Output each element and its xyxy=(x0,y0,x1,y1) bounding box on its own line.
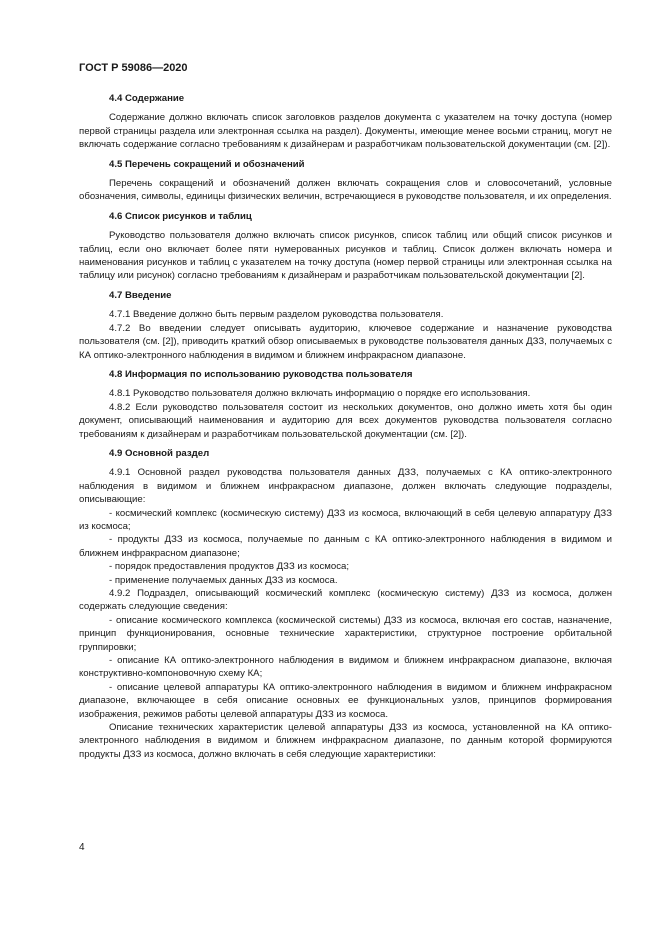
list-item: - описание КА оптико-электронного наблюдения в видимом и ближнем инфракрасном диапазоне, включая конструктивно-компоновочную схему КА; xyxy=(79,655,612,680)
section-4-4 xyxy=(79,92,612,152)
section-heading: 4.7 Введение xyxy=(109,289,172,301)
section-4-6 xyxy=(79,210,612,283)
list-item: - порядок предоставления продуктов ДЗЗ из космоса; xyxy=(109,561,350,573)
section-heading: 4.9 Основной раздел xyxy=(109,447,210,459)
section-4-9 xyxy=(79,447,612,761)
section-4-7 xyxy=(79,289,612,362)
paragraph: 4.8.2 Если руководство пользователя состоит из нескольких документов, оно должно иметь хотя бы один документ, описывающий наименования и аудиторию для всех документов руководства пользователя согласно требованиям к дизайнерам и разработчикам пользовательской документации (см. [2]). xyxy=(79,401,612,440)
section-heading: 4.8 Информация по использованию руководства пользователя xyxy=(109,368,413,380)
paragraph: 4.9.2 Подраздел, описывающий космический комплекс (космическую систему) ДЗЗ из космоса, должен содержать следующие сведения: xyxy=(79,588,612,613)
list-item: - продукты ДЗЗ из космоса, получаемые по данным с КА оптико-электронного наблюдения в видимом и ближнем инфракрасном диапазоне; xyxy=(79,534,612,559)
paragraph: 4.7.2 Во введении следует описывать аудиторию, ключевое содержание и назначение руководства пользователя (см. [2]), приводить краткий обзор описываемых в руководстве пользователя данных ДЗЗ, получаемых с КА оптико-электронного наблюдения в видимом и ближнем инфракрасном диапазоне. xyxy=(79,322,612,361)
paragraph: Содержание должно включать список заголовков разделов документа с указателем на точку доступа (номер первой страницы раздела или электронная ссылка на раздел). Документы, имеющие менее восьми страниц, могут не включать содержание согласно требованиям к дизайнерам и разработчикам пользовательской документации (см. [2]). xyxy=(79,112,612,151)
paragraph: Руководство пользователя должно включать список рисунков, список таблиц или общий список рисунков и таблиц, если оно включает более пяти нумерованных рисунков и таблиц. Список должен включать номера и наименования рисунков и таблиц с указателем на точку доступа (номер первой страницы или электронная ссылка на таблицу или рисунок) согласно требованиям к дизайнерам и разработчикам пользовательской документации [2]. xyxy=(79,230,612,282)
paragraph: 4.9.1 Основной раздел руководства пользователя данных ДЗЗ, получаемых с КА оптико-электронного наблюдения в видимом и ближнем инфракрасном диапазоне, должен включать следующие подразделы, описывающие: xyxy=(79,467,612,506)
document-code: ГОСТ Р 59086—2020 xyxy=(79,62,188,74)
paragraph: Описание технических характеристик целевой аппаратуры ДЗЗ из космоса, установленной на КА оптико-электронного наблюдения в видимом и ближнем инфракрасном диапазоне, по данным которой формируются продукты ДЗЗ из космоса, должно включать в себя следующие характеристики: xyxy=(79,722,612,760)
list-item: - космический комплекс (космическую систему) ДЗЗ из космоса, включающий в себя целевую аппаратуру ДЗЗ из космоса; xyxy=(79,507,612,532)
section-heading: 4.4 Содержание xyxy=(109,93,185,104)
section-4-8 xyxy=(79,368,612,441)
paragraph: 4.7.1 Введение должно быть первым разделом руководства пользователя. xyxy=(109,309,444,321)
paragraph: 4.8.1 Руководство пользователя должно включать информацию о порядке его использования. xyxy=(109,388,531,400)
document-body xyxy=(79,92,612,767)
section-heading: 4.6 Список рисунков и таблиц xyxy=(109,210,252,222)
list-item: - описание целевой аппаратуры КА оптико-электронного наблюдения в видимом и ближнем инфракрасном диапазоне, включающее в себя описание основных ее функциональных узлов, принципов формирования изображения, режимов работы целевой аппаратуры ДЗЗ из космоса. xyxy=(79,681,612,720)
list-item: - описание космического комплекса (космической системы) ДЗЗ из космоса, включая его состав, назначение, принцип функционирования, основные технические характеристики, структурное построение орбитальной группировки; xyxy=(79,614,612,653)
section-heading: 4.5 Перечень сокращений и обозначений xyxy=(109,158,305,170)
page-number: 4 xyxy=(79,842,85,853)
paragraph: Перечень сокращений и обозначений должен включать сокращения слов и словосочетаний, условные обозначения, символы, единицы физических величин, встречающиеся в руководстве пользователя, и их определения. xyxy=(79,178,612,203)
section-4-5 xyxy=(79,158,612,204)
list-item: - применение получаемых данных ДЗЗ из космоса. xyxy=(109,574,338,586)
